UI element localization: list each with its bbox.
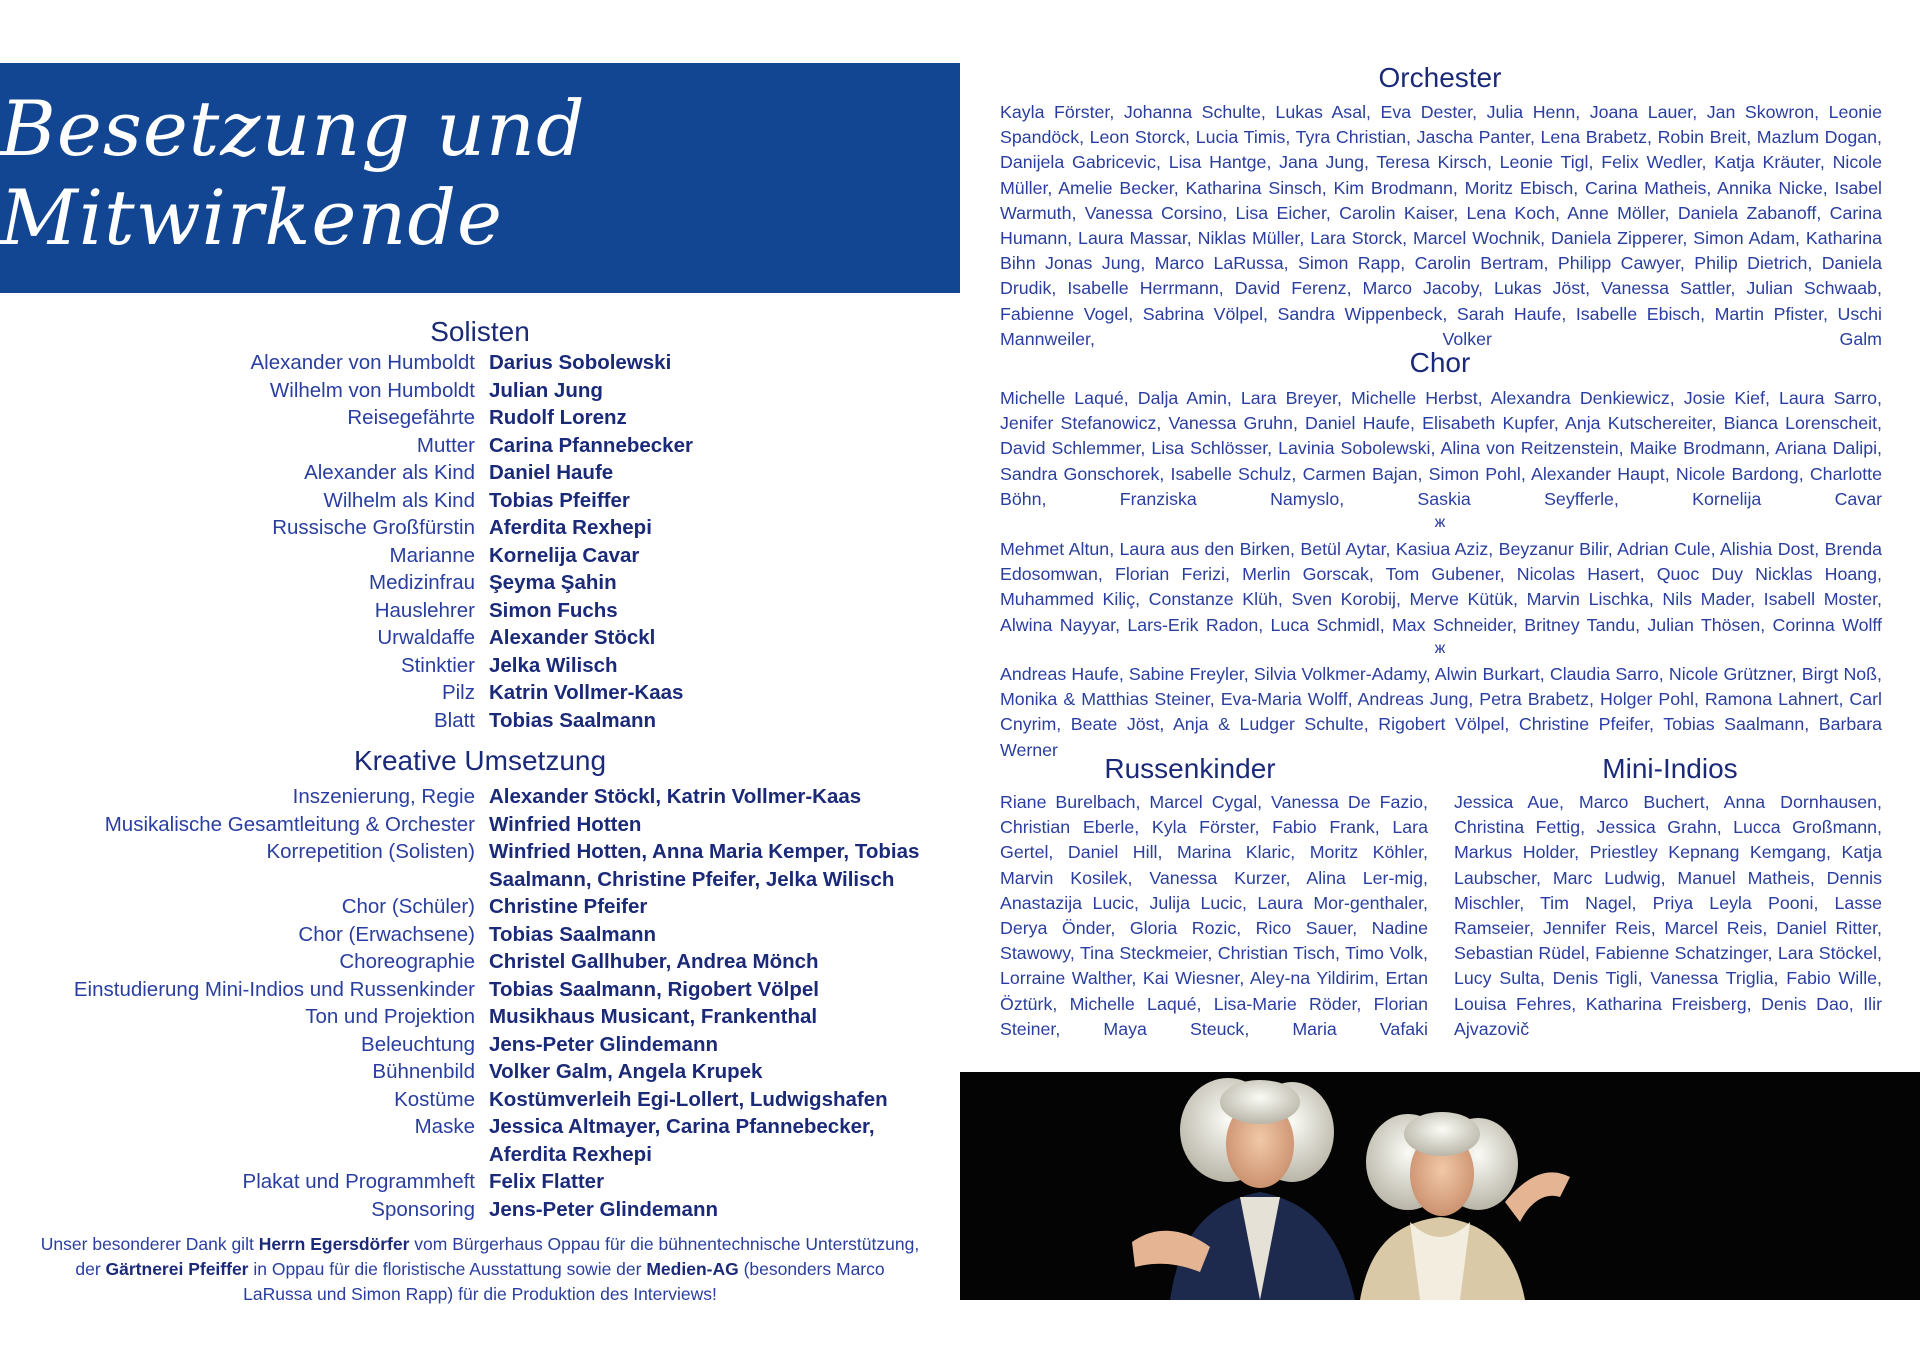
- chor-separator-2: ж: [1434, 640, 1446, 657]
- credit-row: [0, 487, 960, 515]
- orchester-names: Kayla Förster, Johanna Schulte, Lukas Asal, Eva Dester, Julia Henn, Joana Lauer, Jan Skowron, Leonie Spandöck, Leon Storck, Lucia Timis, Tyra Christian, Jascha Panter, Lena Brabetz, Robin Breit, Mazlum Dogan, Danijela Gabricevic, Lisa Hantge, Jana Jung, Teresa Kirsch, Leonie Tigl, Felix Wedler, Katja Kräuter, Nicole Müller, Amelie Becker, Katharina Sinsch, Kim Brodmann, Moritz Ebisch, Carina Matheis, Annika Nicke, Isabel Warmuth, Vanessa Corsino, Lisa Eicher, Carolin Kaiser, Lena Koch, Anne Möller, Daniela Zabanoff, Carina Humann, Laura Massar, Niklas Müller, Lara Storck, Marcel Wochnik, Daniela Zipperer, Simon Adam, Katharina Bihn Jonas Jung, Marco LaRussa, Simon Rapp, Carolin Bertram, Philipp Cawyer, Philip Dietrich, Daniela Drudik, Isabelle Herrmann, David Ferenz, Marco Jacoby, Lukas Jöst, Vanessa Sattler, Julian Schwaab, Fabienne Vogel, Sabrina Völpel, Sandra Wippenbeck, Sarah Haufe, Isabelle Ebisch, Martin Pfister, Uschi Mannweiler, Volker Galm: [1000, 102, 1882, 349]
- kreativ-list: [0, 783, 960, 1223]
- credit-row: [0, 514, 960, 542]
- solisten-list: [0, 349, 960, 734]
- credit-role: Wilhelm von Humboldt: [269, 378, 475, 402]
- miniindios-names: Jessica Aue, Marco Buchert, Anna Dornhausen, Christina Fettig, Jessica Grahn, Lucca Großmann, Markus Holder, Priestley Kepnang Kemgang, Katja Laubscher, Marc Ludwig, Manuel Matheis, Dennis Mischler, Tim Nagel, Priya Leyla Pooni, Lasse Ramseier, Jennifer Reis, Marcel Reis, Daniel Ritter, Sebastian Rüdel, Fabienne Schatzinger, Lara Stöckel, Lucy Sulta, Denis Tigli, Vanessa Triglia, Fabio Wille, Louisa Fehres, Katharina Freisberg, Denis Dao, Ilir Ajvazovič: [1454, 792, 1882, 1039]
- credit-row: [0, 783, 960, 811]
- chor-heading: Chor: [1409, 347, 1471, 378]
- credit-role: Blatt: [433, 708, 475, 732]
- thanks-medien-ag: Medien-AG: [646, 1259, 739, 1279]
- credit-name: Felix Flatter: [489, 1170, 605, 1193]
- credit-role: Korrepetition (Solisten): [266, 840, 475, 863]
- credit-row: [0, 948, 960, 976]
- credit-role: Pilz: [441, 681, 475, 704]
- thanks-note: Unser besonderer Dank gilt Herrn Egersdörfer vom Bürgerhaus Oppau für die bühnentechnische Unterstützung, der Gärtnerei Pfeiffer in Oppau für die floristische Ausstattung sowie der Medien-AG (besonders Marco LaRussa und Simon Rapp) für die Produktion des Interviews!: [40, 1234, 920, 1304]
- credit-name: Jelka Wilisch: [489, 653, 618, 677]
- credit-role: Alexander als Kind: [304, 461, 475, 484]
- thanks-gaertnerei: Gärtnerei Pfeiffer: [105, 1259, 249, 1279]
- credit-row: [0, 1113, 960, 1168]
- credit-role: Mutter: [416, 433, 475, 457]
- kreativ-heading: Kreative Umsetzung: [353, 745, 607, 776]
- credit-row: [0, 976, 960, 1004]
- credit-name: Simon Fuchs: [489, 598, 618, 622]
- credit-name: Christel Gallhuber, Andrea Mönch: [489, 950, 819, 973]
- credit-role: Hauslehrer: [374, 598, 475, 622]
- credit-name: Winfried Hotten, Anna Maria Kemper, Tobias Saalmann, Christine Pfeifer, Jelka Wilisch: [489, 840, 920, 891]
- credit-row: [0, 838, 960, 893]
- credit-row: [0, 679, 960, 707]
- chor-group-2: Mehmet Altun, Laura aus den Birken, Betül Aytar, Kasiua Aziz, Beyzanur Bilir, Adrian Cule, Alishia Dost, Brenda Edosomwan, Florian Ferizi, Merlin Gorscak, Tom Gubener, Nicolas Hasert, Quoc Duy Nicklas Hoang, Muhammed Kiliç, Constanze Klüh, Sven Korobij, Merve Kütük, Marvin Lischka, Nils Mader, Isabell Moster, Alwina Nayyar, Lars-Erik Radon, Luca Schmidl, Max Schneider, Britney Tandu, Julian Thösen, Corinna Wolff: [1000, 539, 1882, 635]
- credit-row: [0, 921, 960, 949]
- chor-group-1: Michelle Laqué, Dalja Amin, Lara Breyer, Michelle Herbst, Alexandra Denkiewicz, Josie Kief, Laura Sarro, Jenifer Stefanowicz, Vanessa Gruhn, Daniel Haufe, Elisabeth Kupfer, Anja Kutschereiter, Bianca Lorenscheit, David Schlemmer, Lisa Schlösser, Lavinia Sobolewski, Alina von Reitzenstein, Maike Brodmann, Ariana Dalipi, Sandra Gonschorek, Isabelle Schulz, Carmen Bajan, Simon Pohl, Alexander Haupt, Nicole Bardong, Charlotte Böhn, Franziska Namyslo, Saskia Seyfferle, Kornelija Cavar: [1000, 388, 1882, 509]
- credit-row: [0, 432, 960, 460]
- credit-row: [0, 569, 960, 597]
- credit-row: [0, 459, 960, 487]
- credit-role: Stinktier: [400, 653, 475, 677]
- credit-name: Darius Sobolewski: [489, 351, 672, 374]
- credit-name: Kornelija Cavar: [489, 543, 640, 567]
- credit-name: Winfried Hotten: [489, 812, 642, 836]
- credit-name: Katrin Vollmer-Kaas: [489, 681, 684, 704]
- credit-role: Beleuchtung: [361, 1032, 475, 1056]
- credit-name: Carina Pfannebecker: [489, 433, 693, 457]
- credit-role: Alexander von Humboldt: [250, 351, 475, 374]
- miniindios-heading: Mini-Indios: [1602, 753, 1738, 784]
- credit-name: Jens-Peter Glindemann: [489, 1032, 718, 1056]
- russenkinder-names: Riane Burelbach, Marcel Cygal, Vanessa De Fazio, Christian Eberle, Kyla Förster, Fabio Frank, Lara Gertel, Daniel Hill, Marina Klaric, Moritz Köhler, Marvin Kosilek, Vanessa Kurzer, Alina Ler-mig, Anastazija Lucic, Julija Lucic, Laura Mor-genthaler, Derya Önder, Gloria Rozic, Rico Sauer, Nadine Stawowy, Tina Steckmeier, Christian Tisch, Timo Volk, Lorraine Walther, Kai Wiesner, Aley-na Yildirim, Ertan Öztürk, Michelle Laqué, Lisa-Marie Röder, Florian Steiner, Maya Steuck, Maria Vafaki: [1000, 792, 1428, 1039]
- credit-role: Marianne: [389, 543, 475, 567]
- credit-name: Kostümverleih Egi-Lollert, Ludwigshafen: [489, 1087, 888, 1111]
- credit-row: [0, 624, 960, 652]
- credit-row: [0, 1003, 960, 1031]
- chor-group-3: Andreas Haufe, Sabine Freyler, Silvia Volkmer-Adamy, Alwin Burkart, Claudia Sarro, Nicole Grützner, Birgt Noß, Monika & Matthias Steiner, Eva-Maria Wolff, Andreas Jung, Petra Brabetz, Holger Pohl, Ramona Lahnert, Carl Cnyrim, Beate Jöst, Anja & Ludger Schulte, Rigobert Völpel, Christine Pfeifer, Tobias Saalmann, Barbara Werner: [1000, 664, 1882, 760]
- credit-name: Tobias Saalmann: [489, 922, 657, 946]
- credit-name: Şeyma Şahin: [489, 571, 617, 594]
- credit-row: [0, 377, 960, 405]
- solisten-heading: Solisten: [430, 316, 530, 347]
- credit-name: Tobias Saalmann: [489, 708, 657, 732]
- cast-photo-illustration: [960, 1072, 1920, 1300]
- credit-name: Volker Galm, Angela Krupek: [489, 1060, 763, 1083]
- credit-row: [0, 1196, 960, 1224]
- credit-role: Bühnenbild: [372, 1060, 475, 1083]
- credit-row: [0, 893, 960, 921]
- credit-name: Aferdita Rexhepi: [489, 516, 652, 539]
- credit-row: [0, 1031, 960, 1059]
- credit-role: Reisegefährte: [347, 406, 475, 429]
- credit-role: Sponsoring: [371, 1197, 475, 1221]
- credit-role: Inszenierung, Regie: [292, 785, 475, 808]
- credit-name: Tobias Saalmann, Rigobert Völpel: [489, 977, 819, 1001]
- credit-role: Maske: [414, 1115, 475, 1138]
- credit-row: [0, 542, 960, 570]
- credit-role: Medizinfrau: [369, 571, 475, 594]
- credit-row: [0, 1086, 960, 1114]
- credit-role: Einstudierung Mini-Indios und Russenkinder: [73, 977, 475, 1001]
- credit-row: [0, 1168, 960, 1196]
- credit-role: Kostüme: [394, 1087, 475, 1111]
- credit-role: Wilhelm als Kind: [323, 488, 475, 512]
- chor-separator-1: ж: [1434, 514, 1446, 531]
- cast-photo: [960, 1072, 1920, 1300]
- credit-name: Christine Pfeifer: [489, 895, 648, 918]
- credit-name: Julian Jung: [489, 378, 603, 402]
- credit-name: Daniel Haufe: [489, 461, 614, 484]
- credit-row: [0, 597, 960, 625]
- credit-name: Alexander Stöckl: [489, 626, 656, 649]
- credit-role: Choreographie: [339, 950, 475, 973]
- russenkinder-heading: Russenkinder: [1104, 753, 1276, 784]
- credit-row: [0, 707, 960, 735]
- orchester-heading: Orchester: [1378, 62, 1502, 93]
- credit-row: [0, 652, 960, 680]
- credit-role: Chor (Erwachsene): [298, 922, 475, 946]
- page-title: Besetzung und Mitwirkende: [0, 84, 586, 262]
- credit-role: Urwaldaffe: [377, 626, 475, 649]
- credit-row: [0, 811, 960, 839]
- thanks-egersdoerfer: Herrn Egersdörfer: [258, 1234, 410, 1254]
- credit-role: Chor (Schüler): [341, 895, 475, 918]
- credit-name: Musikhaus Musicant, Frankenthal: [489, 1005, 818, 1028]
- credit-name: Alexander Stöckl, Katrin Vollmer-Kaas: [489, 785, 862, 808]
- credit-name: Jens-Peter Glindemann: [489, 1197, 718, 1221]
- credit-role: Plakat und Programmheft: [242, 1170, 475, 1193]
- credit-role: Ton und Projektion: [305, 1005, 475, 1028]
- credit-name: Tobias Pfeiffer: [489, 488, 630, 512]
- credit-role: Musikalische Gesamtleitung & Orchester: [104, 812, 475, 836]
- title-banner: [0, 63, 960, 293]
- credit-name: Rudolf Lorenz: [489, 406, 627, 429]
- credit-row: [0, 349, 960, 377]
- credit-row: [0, 404, 960, 432]
- credit-name: Jessica Altmayer, Carina Pfannebecker, Aferdita Rexhepi: [489, 1115, 875, 1166]
- credit-role: Russische Großfürstin: [272, 516, 475, 539]
- credit-row: [0, 1058, 960, 1086]
